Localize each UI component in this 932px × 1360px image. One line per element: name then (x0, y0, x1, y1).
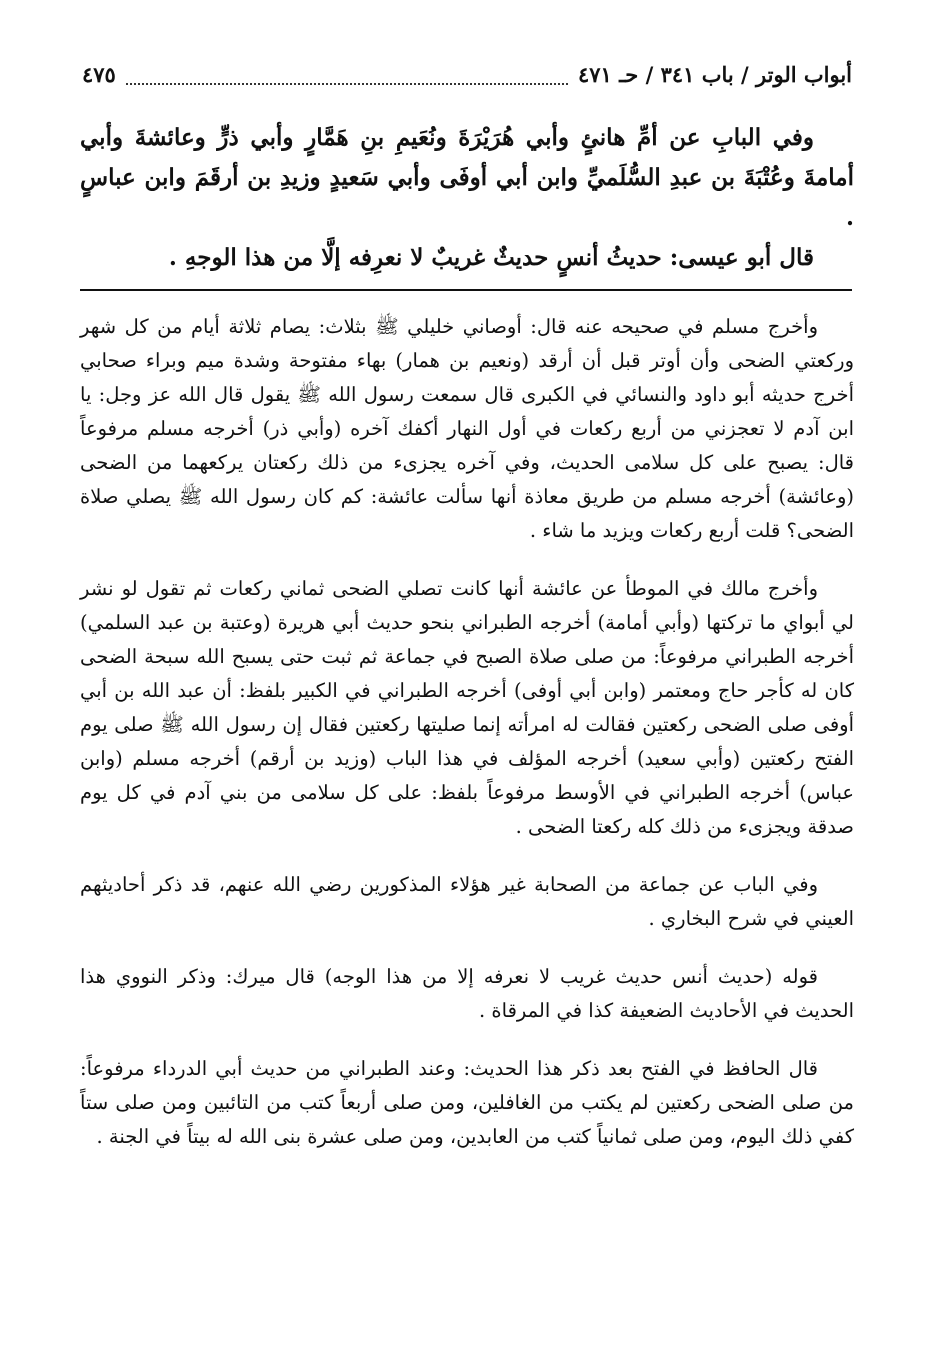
commentary-paragraph: قال الحافظ في الفتح بعد ذكر هذا الحديث: وعند الطبراني من حديث أبي الدرداء مرفوعاً: من صلى الضحى ركعتين لم يكتب من الغافلين، ومن صلى أربعاً كتب من التائبين ومن صلى ستاً كفي ذلك اليوم، ومن صلى ثمانياً كتب من العابدين، ومن صلى عشرة بنى الله له بيتاً في الجنة . (80, 1057, 854, 1148)
main-paragraph: قال أبو عيسى: حديثُ أنسٍ حديثٌ غريبٌ لا نعرِفه إلَّا من هذا الوجهِ . (168, 244, 814, 271)
commentary-paragraph: وأخرج مالك في الموطأ عن عائشة أنها كانت تصلي الضحى ثماني ركعات ثم تقول لو نشر لي أبواي ما تركتها (وأبي أمامة) أخرجه الطبراني بنحو حديث أبي هريرة (وعتبة بن عبد السلمي) أخرجه الطبراني مرفوعاً: من صلى صلاة الصبح في جماعة ثم ثبت حتى يسبح الله سبحة الضحى كان له كأجر حاج ومعتمر (وابن أبي أوفى) أخرجه الطبراني في الكبير بلفظ: أن عبد الله بن أبي أوفى صلى الضحى ركعتين فقالت له امرأته إنما صليتها ركعتين فقال إن رسول الله ﷺ صلى يوم الفتح ركعتين (وأبي سعيد) أخرجه المؤلف في هذا الباب (وزيد بن أرقم) أخرجه مسلم (وابن عباس) أخرجه الطبراني في الأوسط مرفوعاً بلفظ: على كل سلامى من بني آدم في كل يوم صدقة ويجزىء من ذلك كله ركعتا الضحى . (80, 577, 854, 838)
running-title: أبواب الوتر / باب ٣٤١ / حـ ٤٧١ (577, 62, 852, 87)
commentary-paragraph: وأخرج مسلم في صحيحه عنه قال: أوصاني خليلي ﷺ بثلاث: يصام ثلاثة أيام من كل شهر وركعتي الضحى وأن أوتر قبل أن أرقد (ونعيم بن همار) بهاء مفتوحة وشدة ميم وبراء صحابي أخرج حديثه أبو داود والنسائي في الكبرى قال سمعت رسول الله ﷺ يقول قال الله عز وجل: يا ابن آدم لا تعجزني من أربع ركعات في أول النهار أكفك آخره (وأبي ذر) أخرجه مسلم مرفوعاً قال: يصبح على كل سلامى الحديث، وفي آخره يجزىء من ذلك ركعتان يركعهما من الضحى (وعائشة) أخرجه مسلم من طريق معاذة أنها سألت عائشة: كم كان رسول الله ﷺ يصلي صلاة الضحى؟ قلت أربع ركعات ويزيد ما شاء . (80, 315, 854, 542)
page-number: ٤٧٥ (82, 62, 116, 87)
main-paragraph: وفي البابِ عن أمِّ هانئٍ وأبي هُرَيْرَةَ ونُعَيمِ بنِ هَمَّارٍ وأبي ذرٍّ وعائشةَ وأبي أمامةَ وعُتْبَةَ بن عبدِ السُّلَميِّ وابن أبي أوفَى وأبي سَعيدٍ وزيدِ بن أرقَمَ وابن عباسٍ . (80, 124, 854, 231)
commentary-text (80, 310, 854, 1154)
commentary-paragraph: قوله (حديث أنس حديث غريب لا نعرفه إلا من هذا الوجه) قال ميرك: وذكر النووي هذا الحديث في الأحاديث الضعيفة كذا في المرقاة . (80, 965, 854, 1022)
main-text (80, 118, 854, 278)
commentary-paragraph: وفي الباب عن جماعة من الصحابة غير هؤلاء المذكورين رضي الله عنهم، قد ذكر أحاديثهم العيني في شرح البخاري . (80, 873, 854, 930)
footnote-divider (80, 289, 852, 291)
dotted-leader (126, 69, 568, 85)
page-header (82, 62, 852, 92)
